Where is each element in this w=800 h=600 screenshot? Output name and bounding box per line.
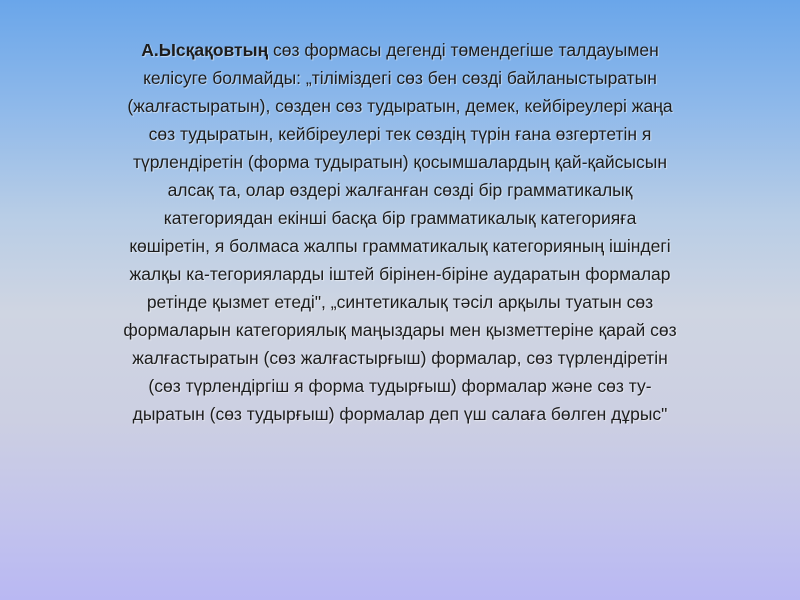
text-line-5: түрлендіретін (форма тудыратын) қосымшалардың қай-қайсысын xyxy=(132,152,668,172)
text-line-7: категориядан екінші басқа бір грамматикалық категорияға xyxy=(163,208,637,228)
text-line-11: формаларын категориялық маңыздары мен қызметтеріне қарай сөз xyxy=(123,320,677,340)
author-name: А.Ысқақовтың xyxy=(141,40,269,60)
text-line-4: сөз тудыратын, кейбіреулері тек сөздің түрін ғана өзгертетін я xyxy=(148,124,652,144)
text-line-3: (жалғастыратын), сөзден сөз тудыратын, демек, кейбіреулері жаңа xyxy=(127,96,673,116)
text-line-2: келісуге болмайды: „тіліміздегі сөз бен сөзді байланыстыратын xyxy=(143,68,657,88)
text-line-1-rest: сөз формасы дегенді төмендегіше талдауымен xyxy=(268,40,659,60)
text-line-13: (сөз түрлендіргіш я форма тудырғыш) формалар және сөз ту- xyxy=(148,376,652,396)
slide-text-block xyxy=(30,36,770,428)
text-line-12: жалғастыратын (сөз жалғастырғыш) формалар, сөз түрлендіретін xyxy=(132,348,668,368)
text-line-9: жалқы ка-тегорияларды іштей бірінен-біріне аударатын формалар xyxy=(129,264,671,284)
text-line-6: алсақ та, олар өздері жалғанған сөзді бір грамматикалық xyxy=(167,180,633,200)
text-line-10: ретінде қызмет етеді", „синтетикалық тәсіл арқылы туатын сөз xyxy=(146,292,654,312)
text-line-14: дыратын (сөз тудырғыш) формалар деп үш салаға бөлген дұрыс" xyxy=(132,404,668,424)
text-line-1 xyxy=(30,36,770,64)
text-line-8: көшіретін, я болмаса жалпы грамматикалық категорияның ішіндегі xyxy=(129,236,671,256)
